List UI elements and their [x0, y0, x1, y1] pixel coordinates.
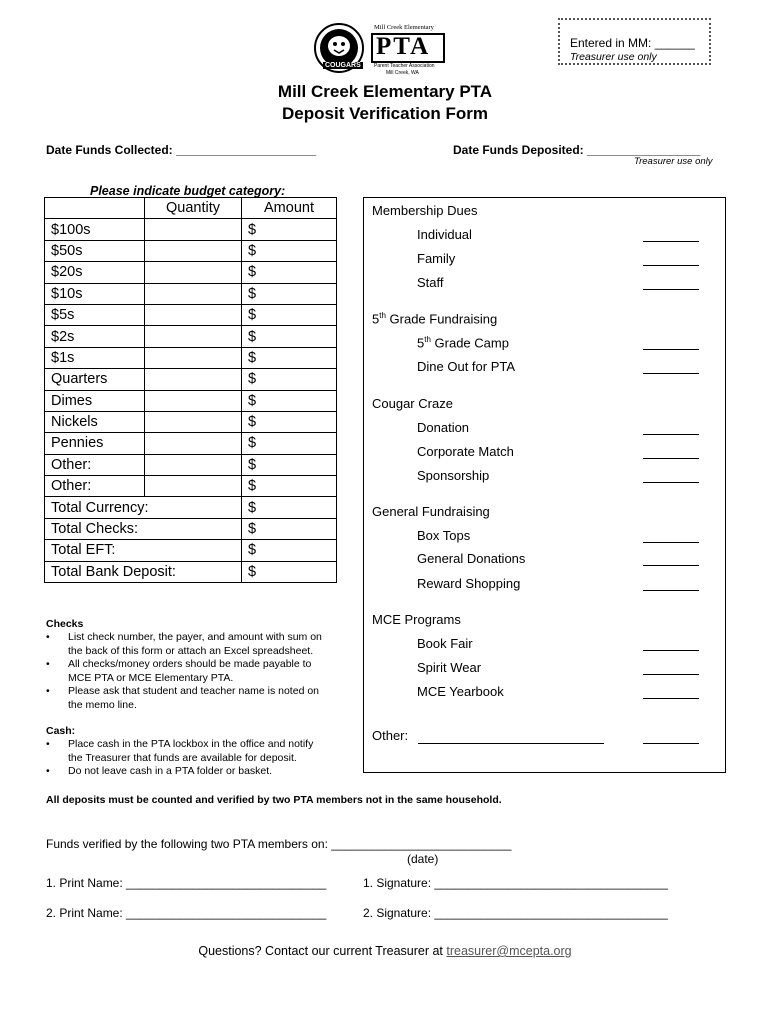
total-row	[45, 540, 337, 561]
quantity-cell[interactable]	[145, 240, 242, 261]
header-blank	[45, 198, 145, 219]
total-amount-cell[interactable]: $	[242, 540, 337, 561]
amount-cell[interactable]: $	[242, 433, 337, 454]
questions-text: Questions? Contact our current Treasurer at	[198, 944, 447, 958]
category-item: Corporate Match	[417, 444, 514, 459]
category-item: Staff	[417, 275, 444, 290]
quantity-cell[interactable]	[145, 369, 242, 390]
total-label: Total Currency:	[45, 497, 242, 518]
form-title-line1: Mill Creek Elementary PTA	[277, 82, 493, 101]
logo-org-main: PTA	[376, 33, 431, 60]
signature-1[interactable]: 1. Signature: ___________________________________	[363, 876, 668, 890]
category-blank[interactable]	[643, 532, 699, 543]
bullet-text: All checks/money orders should be made payable to	[68, 658, 312, 670]
denom-label: Nickels	[45, 411, 145, 432]
denom-label: $5s	[45, 304, 145, 325]
bullet: •	[46, 685, 50, 697]
category-blank[interactable]	[643, 448, 699, 459]
quantity-cell[interactable]	[145, 262, 242, 283]
category-blank[interactable]	[643, 279, 699, 290]
category-blank[interactable]	[643, 472, 699, 483]
denom-label: $100s	[45, 219, 145, 240]
checks-instructions	[46, 631, 356, 713]
form-title-line2: Deposit Verification Form	[282, 104, 488, 123]
date-funds-deposited[interactable]: Date Funds Deposited: _________________	[453, 143, 701, 157]
denom-label: $50s	[45, 240, 145, 261]
denom-label: Pennies	[45, 433, 145, 454]
category-item: General Donations	[417, 551, 526, 566]
bullet-text: the memo line.	[68, 698, 137, 711]
amount-cell[interactable]: $	[242, 454, 337, 475]
category-blank[interactable]	[643, 255, 699, 266]
print-name-1[interactable]: 1. Print Name: ______________________________	[46, 876, 327, 890]
category-blank[interactable]	[643, 688, 699, 699]
category-blank[interactable]	[643, 640, 699, 651]
logo-org-top: Mill Creek Elementary	[374, 24, 434, 31]
amount-cell[interactable]: $	[242, 262, 337, 283]
treasurer-use-note: Treasurer use only	[634, 156, 713, 167]
total-row	[45, 518, 337, 539]
amount-cell[interactable]: $	[242, 326, 337, 347]
camp-num: 5	[417, 335, 425, 351]
category-title-cougar-craze: Cougar Craze	[372, 396, 453, 411]
total-row	[45, 561, 337, 582]
category-title-mce: MCE Programs	[372, 612, 461, 627]
denom-label: $10s	[45, 283, 145, 304]
category-title-fifth-grade	[372, 311, 497, 326]
table-row	[45, 283, 337, 304]
amount-cell[interactable]: $	[242, 283, 337, 304]
amount-cell[interactable]: $	[242, 369, 337, 390]
budget-category-note: Please indicate budget category:	[90, 184, 286, 198]
quantity-cell[interactable]	[145, 219, 242, 240]
logo-mascot-text: COUGARS	[325, 62, 361, 69]
category-item: MCE Yearbook	[417, 684, 504, 699]
total-amount-cell[interactable]: $	[242, 561, 337, 582]
table-row	[45, 219, 337, 240]
category-item: Spirit Wear	[417, 660, 482, 675]
header-quantity: Quantity	[145, 198, 242, 219]
table-row	[45, 240, 337, 261]
category-blank[interactable]	[643, 424, 699, 435]
category-item: Individual	[417, 227, 472, 242]
category-blank[interactable]	[643, 555, 699, 566]
category-item: Book Fair	[417, 636, 473, 651]
amount-cell[interactable]: $	[242, 411, 337, 432]
amount-cell[interactable]: $	[242, 390, 337, 411]
date-label: (date)	[407, 852, 439, 866]
quantity-cell[interactable]	[145, 476, 242, 497]
category-item: Box Tops	[417, 528, 471, 543]
bullet-text: List check number, the payer, and amount with sum on	[68, 631, 322, 643]
cash-instructions	[46, 738, 356, 780]
table-row	[45, 411, 337, 432]
treasurer-email-link[interactable]: treasurer@mcepta.org	[446, 944, 572, 958]
print-name-2[interactable]: 2. Print Name: ______________________________	[46, 906, 327, 920]
table-row	[45, 304, 337, 325]
camp-sup: th	[424, 335, 431, 344]
category-blank[interactable]	[643, 664, 699, 675]
signature-2[interactable]: 2. Signature: ___________________________________	[363, 906, 668, 920]
denomination-table	[44, 197, 337, 583]
verification-rule: All deposits must be counted and verified by two PTA members not in the same household.	[46, 794, 502, 806]
table-row	[45, 369, 337, 390]
fifth-grade-sup: th	[379, 311, 386, 320]
denom-label: $20s	[45, 262, 145, 283]
bullet: •	[46, 738, 50, 750]
total-row	[45, 497, 337, 518]
table-row	[45, 454, 337, 475]
bullet: •	[46, 658, 50, 670]
denom-label: Dimes	[45, 390, 145, 411]
bullet-text: Place cash in the PTA lockbox in the office and notify	[68, 738, 314, 750]
bullet-text: the Treasurer that funds are available for deposit.	[68, 751, 297, 764]
quantity-cell[interactable]	[145, 454, 242, 475]
category-item: Dine Out for PTA	[417, 359, 516, 374]
mm-treasurer-note: Treasurer use only	[570, 51, 657, 63]
quantity-cell[interactable]	[145, 390, 242, 411]
pta-logo	[312, 18, 450, 80]
mm-entered-label: Entered in MM: ______	[570, 36, 695, 50]
mm-entry-box	[558, 18, 711, 65]
category-item: Donation	[417, 420, 470, 435]
denom-label: Other:	[45, 476, 145, 497]
fifth-grade-num: 5	[372, 311, 380, 327]
category-item: Sponsorship	[417, 468, 490, 483]
header-amount: Amount	[242, 198, 337, 219]
budget-category-box	[363, 197, 726, 773]
bullet-text: MCE PTA or MCE Elementary PTA.	[68, 671, 234, 684]
category-blank[interactable]	[643, 580, 699, 591]
amount-cell[interactable]: $	[242, 219, 337, 240]
cash-heading: Cash:	[46, 725, 76, 737]
bullet-text: Please ask that student and teacher name is noted on	[68, 685, 320, 697]
fifth-grade-title-text: Grade Fundraising	[385, 311, 498, 327]
amount-cell[interactable]: $	[242, 304, 337, 325]
total-label: Total Checks:	[45, 518, 242, 539]
denom-label: Quarters	[45, 369, 145, 390]
total-label: Total Bank Deposit:	[45, 561, 242, 582]
denom-label: $2s	[45, 326, 145, 347]
quantity-cell[interactable]	[145, 304, 242, 325]
total-label: Total EFT:	[45, 540, 242, 561]
bullet-text: Do not leave cash in a PTA folder or basket.	[68, 765, 273, 777]
category-other-label: Other:	[372, 728, 409, 743]
table-row	[45, 433, 337, 454]
category-blank[interactable]	[643, 363, 699, 374]
category-other-line[interactable]	[418, 733, 604, 744]
quantity-cell[interactable]	[145, 411, 242, 432]
table-row	[45, 326, 337, 347]
camp-text: Grade Camp	[430, 335, 509, 351]
quantity-cell[interactable]	[145, 433, 242, 454]
category-title-general: General Fundraising	[372, 504, 490, 519]
logo-org-sub1: Parent Teacher Association	[374, 63, 435, 69]
table-header-row	[45, 198, 337, 219]
denom-label: $1s	[45, 347, 145, 368]
bullet: •	[46, 765, 50, 777]
amount-cell[interactable]: $	[242, 347, 337, 368]
category-blank[interactable]	[643, 733, 699, 744]
treasurer-contact	[0, 944, 770, 958]
category-item	[417, 335, 509, 350]
quantity-cell[interactable]	[145, 283, 242, 304]
category-blank[interactable]	[643, 231, 699, 242]
amount-cell[interactable]: $	[242, 476, 337, 497]
table-row	[45, 476, 337, 497]
quantity-cell[interactable]	[145, 326, 242, 347]
checks-heading: Checks	[46, 618, 84, 630]
bullet-text: the back of this form or attach an Excel spreadsheet.	[68, 644, 314, 657]
funds-verified-line[interactable]: Funds verified by the following two PTA members on: ___________________________	[46, 837, 512, 851]
amount-cell[interactable]: $	[242, 240, 337, 261]
denom-label: Other:	[45, 454, 145, 475]
category-item: Family	[417, 251, 456, 266]
category-title-membership: Membership Dues	[372, 203, 478, 218]
table-row	[45, 390, 337, 411]
category-blank[interactable]	[643, 339, 699, 350]
table-row	[45, 347, 337, 368]
total-amount-cell[interactable]: $	[242, 518, 337, 539]
total-amount-cell[interactable]: $	[242, 497, 337, 518]
quantity-cell[interactable]	[145, 347, 242, 368]
bullet: •	[46, 631, 50, 643]
logo-org-sub2: Mill Creek, WA	[386, 70, 419, 76]
category-item: Reward Shopping	[417, 576, 521, 591]
date-funds-collected[interactable]: Date Funds Collected: _____________________	[46, 143, 317, 157]
table-row	[45, 262, 337, 283]
